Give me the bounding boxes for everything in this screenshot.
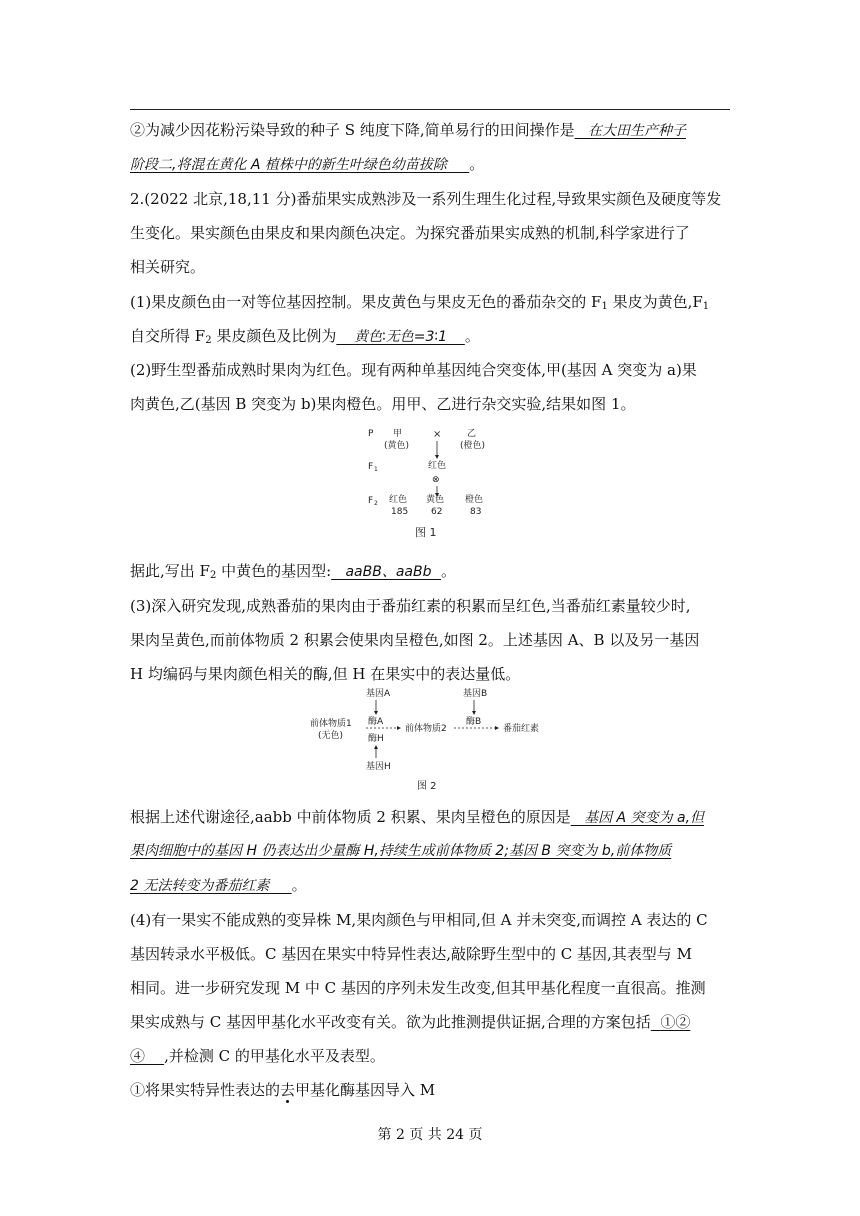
svg-text:基因A: 基因A bbox=[366, 689, 391, 699]
q2-s3-line-3: H 均编码与果肉颜色相关的酶,但 H 在果实中的表达量低。 bbox=[130, 665, 521, 683]
fig2-caption: 图 2 bbox=[417, 781, 437, 792]
q2-intro-2: 生变化。果实颜色由果皮和果肉颜色决定。为探究番茄果实成熟的机制,科学家进行了 bbox=[130, 224, 690, 242]
svg-text:F: F bbox=[368, 462, 374, 472]
fig1-caption: 图 1 bbox=[415, 526, 437, 539]
svg-text:红色: 红色 bbox=[389, 495, 408, 505]
q2-s3-line-2: 果肉呈黄色,而前体物质 2 积累会使果肉呈橙色,如图 2。上述基因 A、B 以及另一基因 bbox=[130, 631, 700, 649]
svg-text:×: × bbox=[433, 429, 442, 440]
svg-text:酶A: 酶A bbox=[368, 717, 384, 727]
q2-s2-answer-line: 据此,写出 $F_2$ 中黄色的基因型: aaBB、aaBb 。 bbox=[130, 562, 457, 581]
answer-blank: 基因 A 突变为 a,但 bbox=[584, 810, 705, 826]
q2-s3-answer-3: 2 无法转变为番茄红素 。 bbox=[130, 876, 307, 894]
answer-blank: 黄色∶无色=3∶1 bbox=[354, 329, 447, 345]
svg-text:83: 83 bbox=[470, 507, 482, 517]
q2-s3-answer-2: 果肉细胞中的基因 H 仍表达出少量酶 H,持续生成前体物质 2;基因 B 突变为 b,前体物质 bbox=[130, 843, 672, 859]
answer-blank: 阶段二,将混在黄化 A 植株中的新生叶绿色幼苗拔除 bbox=[130, 157, 447, 173]
figure-1-cross-diagram bbox=[360, 424, 500, 546]
svg-text:F: F bbox=[368, 496, 374, 506]
svg-text:⊗: ⊗ bbox=[432, 475, 440, 485]
svg-text:基因H: 基因H bbox=[366, 762, 391, 772]
q2-intro-3: 相关研究。 bbox=[130, 258, 206, 276]
svg-text:1: 1 bbox=[374, 466, 378, 473]
svg-text:甲: 甲 bbox=[393, 429, 403, 439]
svg-text:黄色: 黄色 bbox=[426, 495, 445, 505]
q2-s3-question: 根据上述代谢途径,aabb 中前体物质 2 积累、果肉呈橙色的原因是 基因 A 突变为 a,但 bbox=[130, 808, 705, 826]
svg-text:酶B: 酶B bbox=[466, 717, 482, 727]
svg-text:2: 2 bbox=[374, 500, 378, 507]
fig1-p-label: P bbox=[368, 429, 374, 439]
svg-text:酶H: 酶H bbox=[368, 734, 384, 744]
svg-text:红色: 红色 bbox=[428, 461, 447, 471]
q2-s4-line-5: ④ ,并检测 C 的甲基化水平及表型。 bbox=[130, 1047, 385, 1065]
answer-blank: 在大田生产种子 bbox=[587, 123, 686, 139]
svg-text:(无色): (无色) bbox=[318, 731, 344, 741]
q2-s1-line-2: 自交所得 $F_2$ 果皮颜色及比例为 黄色∶无色=3∶1 。 bbox=[130, 327, 480, 346]
q1-line-1: ②为减少因花粉污染导致的种子 S 纯度下降,简单易行的田间操作是 在大田生产种子 bbox=[130, 121, 686, 139]
header-rule bbox=[130, 109, 730, 110]
svg-text:(橙色): (橙色) bbox=[460, 441, 486, 451]
svg-text:前体物质1: 前体物质1 bbox=[310, 719, 352, 729]
q2-s1-line-1: (1)果皮颜色由一对等位基因控制。果皮黄色与果皮无色的番茄杂交的 $F_1$ 果皮为黄色$,F_1$ bbox=[130, 293, 710, 312]
figure-2-pathway-diagram bbox=[306, 686, 556, 796]
svg-text:橙色: 橙色 bbox=[465, 495, 484, 505]
answer-blank: 2 无法转变为番茄红素 bbox=[130, 878, 270, 894]
q2-intro-1: 2.(2022 北京,18,11 分)番茄果实成熟涉及一系列生理生化过程,导致果实颜色及硬度等发 bbox=[130, 190, 722, 208]
svg-text:番茄红素: 番茄红素 bbox=[503, 724, 540, 734]
svg-text:前体物质2: 前体物质2 bbox=[405, 724, 447, 734]
q1-line-2: 阶段二,将混在黄化 A 植株中的新生叶绿色幼苗拔除 。 bbox=[130, 155, 485, 173]
q2-s2-line-1: (2)野生型番茄成熟时果肉为红色。现有两种单基因纯合突变体,甲(基因 A 突变为 a)果 bbox=[130, 361, 697, 379]
q2-s3-line-1: (3)深入研究发现,成熟番茄的果肉由于番茄红素的积累而呈红色,当番茄红素量较少时, bbox=[130, 597, 691, 615]
q2-s4-line-2: 基因转录水平极低。C 基因在果实中特异性表达,敲除野生型中的 C 基因,其表型与 M bbox=[130, 945, 692, 963]
answer-blank: aaBB、aaBb bbox=[345, 564, 432, 580]
page-footer: 第 2 页 共 24 页 bbox=[377, 1127, 483, 1143]
svg-text:62: 62 bbox=[431, 507, 443, 517]
svg-text:基因B: 基因B bbox=[463, 689, 488, 699]
q2-s4-line-1: (4)有一果实不能成熟的变异株 M,果肉颜色与甲相同,但 A 并未突变,而调控 A 表达的 C bbox=[130, 911, 708, 929]
answer-blank: ④ bbox=[130, 1047, 146, 1065]
q2-s4-line-3: 相同。进一步研究发现 M 中 C 基因的序列未发生改变,但其甲基化程度一直很高。推测 bbox=[130, 979, 706, 997]
q2-s4-line-4: 果实成熟与 C 基因甲基化水平改变有关。欲为此推测提供证据,合理的方案包括 ①② bbox=[130, 1013, 691, 1031]
svg-text:(黄色): (黄色) bbox=[384, 441, 410, 451]
svg-text:乙: 乙 bbox=[467, 429, 477, 439]
q2-option-1: ①将果实特异性表达的去甲基化酶基因导入 M bbox=[130, 1081, 436, 1099]
svg-text:185: 185 bbox=[391, 507, 409, 517]
q2-s2-line-2: 肉黄色,乙(基因 B 突变为 b)果肉橙色。用甲、乙进行杂交实验,结果如图 1。 bbox=[130, 395, 636, 413]
answer-blank: ①② bbox=[660, 1013, 691, 1031]
